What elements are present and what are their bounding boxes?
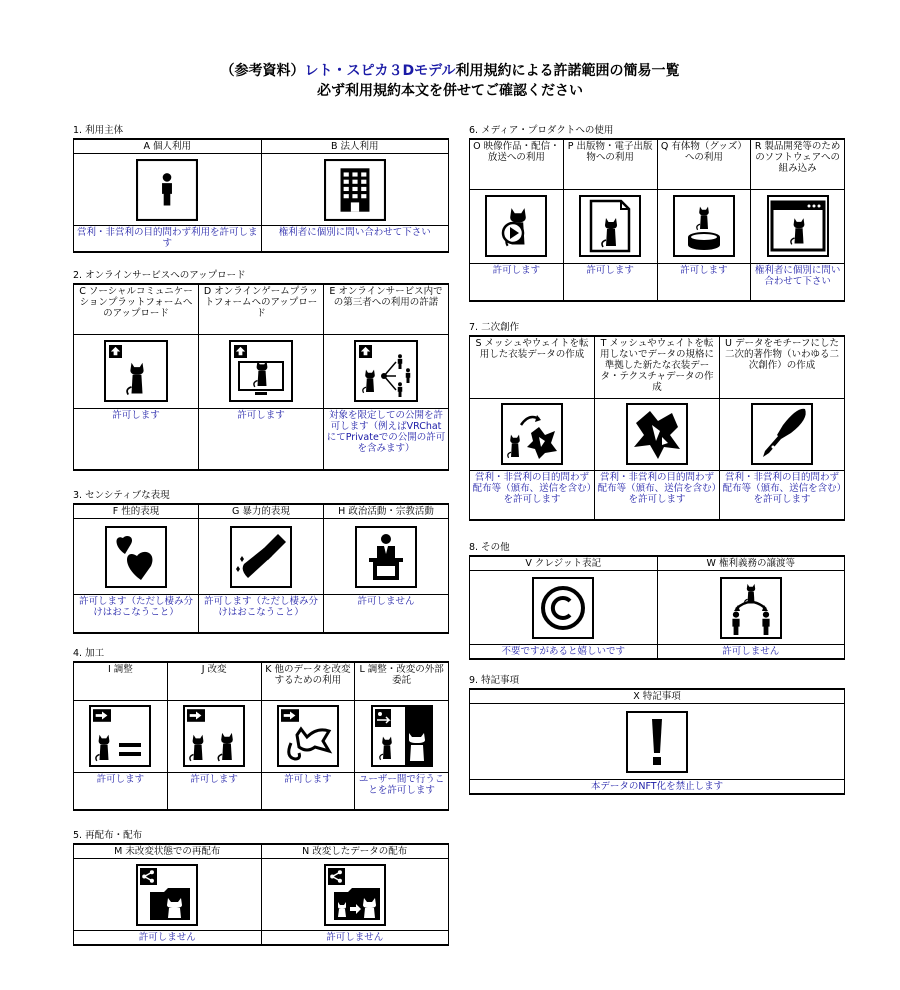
share-third-party-icon: [354, 340, 418, 402]
modify-icon: [183, 705, 245, 767]
section-derivative-works: [469, 322, 845, 521]
cell-f-icon: [74, 519, 199, 595]
figure-goods-icon: [673, 195, 735, 257]
header-j: J 改変: [167, 662, 261, 700]
cell-m-icon: [74, 859, 262, 931]
section-title: 3. センシティブな表現: [73, 490, 170, 501]
footer-q: 許可します: [657, 263, 751, 301]
cell-e-icon: [324, 334, 449, 408]
section-redistribution: [73, 830, 449, 946]
person-icon: [136, 159, 198, 221]
header-f: F 性的表現: [74, 504, 199, 519]
footer-t: 営利・非営利の目的問わず配布等（頒布、送信を含む）を許可します: [595, 470, 720, 520]
section-title: 7. 二次創作: [469, 322, 520, 333]
header-k: K 他のデータを改変するための利用: [261, 662, 355, 700]
cell-o-icon: [470, 189, 564, 263]
header-s: S メッシュやウェイトを転用した衣装データの作成: [470, 336, 595, 398]
section-special-notes: [469, 675, 845, 795]
cell-a-icon: [74, 154, 262, 226]
header-h: H 政治活動・宗教活動: [324, 504, 449, 519]
cell-b-icon: [261, 154, 449, 226]
header-l: L 調整・改変の外部委託: [355, 662, 449, 700]
copyright-icon: [532, 577, 594, 639]
share-folder-icon: [136, 864, 198, 926]
title-model-name: レト・スピカ３Dモデル: [304, 63, 456, 79]
footer-x: 本データのNFT化を禁止します: [470, 780, 845, 795]
footer-v: 不要ですがあると嬉しいです: [470, 645, 658, 660]
footer-a: 営利・非営利の目的問わず利用を許可します: [74, 226, 262, 252]
costume-transfer-icon: [501, 403, 563, 465]
footer-e: 対象を限定しての公開を許可します（例えばVRChatにてPrivateでの公開の許可を含みます）: [324, 408, 449, 470]
cell-r-icon: [751, 189, 845, 263]
cell-u-icon: [720, 398, 845, 470]
header-d: D オンラインゲームプラットフォームへのアップロード: [199, 284, 324, 334]
cell-d-icon: [199, 334, 324, 408]
podium-speaker-icon: [355, 526, 417, 588]
cell-l-icon: [355, 700, 449, 772]
header-p: P 出版物・電子出版物への利用: [563, 139, 657, 189]
cell-q-icon: [657, 189, 751, 263]
title-prefix: （参考資料）: [220, 63, 305, 79]
outsource-icon: [371, 705, 433, 767]
exclamation-icon: [626, 711, 688, 773]
costume-icon: [626, 403, 688, 465]
footer-o: 許可します: [470, 263, 564, 301]
cell-n-icon: [261, 859, 449, 931]
office-building-icon: [324, 159, 386, 221]
footer-s: 営利・非営利の目的問わず配布等（頒布、送信を含む）を許可します: [470, 470, 595, 520]
software-window-icon: [767, 195, 829, 257]
knife-icon: [230, 526, 292, 588]
cell-g-icon: [199, 519, 324, 595]
cell-h-icon: [324, 519, 449, 595]
share-modified-folder-icon: [324, 864, 386, 926]
upload-game-icon: [229, 340, 293, 402]
header-q: Q 有体物（グッズ）への利用: [657, 139, 751, 189]
cell-i-icon: [74, 700, 168, 772]
footer-d: 許可します: [199, 408, 324, 470]
section-title: 9. 特記事項: [469, 675, 520, 686]
header-u: U データをモチーフにした二次的著作物（いわゆる二次創作）の作成: [720, 336, 845, 398]
footer-p: 許可します: [563, 263, 657, 301]
cell-w-icon: [657, 571, 845, 645]
section-title: 1. 利用主体: [73, 125, 124, 136]
header-x: X 特記事項: [470, 689, 845, 704]
header-m: M 未改変状態での再配布: [74, 844, 262, 859]
section-title: 2. オンラインサービスへのアップロード: [73, 270, 246, 281]
footer-r: 権利者に個別に問い合わせて下さい: [751, 263, 845, 301]
cell-x-icon: [470, 704, 845, 780]
footer-c: 許可します: [74, 408, 199, 470]
pen-nib-icon: [751, 403, 813, 465]
header-o: O 映像作品・配信・放送への利用: [470, 139, 564, 189]
header-g: G 暴力的表現: [199, 504, 324, 519]
footer-m: 許可しません: [74, 931, 262, 946]
footer-b: 権利者に個別に問い合わせて下さい: [261, 226, 449, 252]
document-title: [0, 60, 900, 80]
header-r: R 製品開発等のためのソフトウェアへの組み込み: [751, 139, 845, 189]
header-i: I 調整: [74, 662, 168, 700]
header-e: E オンラインサービス内での第三者への利用の許諾: [324, 284, 449, 334]
document-icon: [579, 195, 641, 257]
footer-g: 許可します（ただし棲み分けはおこなうこと）: [199, 595, 324, 633]
footer-f: 許可します（ただし棲み分けはおこなうこと）: [74, 595, 199, 633]
footer-l: ユーザー間で行うことを許可します: [355, 772, 449, 810]
section-title: 8. その他: [469, 542, 510, 553]
section-title: 5. 再配布・配布: [73, 830, 143, 841]
section-title: 4. 加工: [73, 648, 105, 659]
section-other: [469, 542, 845, 660]
footer-h: 許可しません: [324, 595, 449, 633]
footer-i: 許可します: [74, 772, 168, 810]
title-suffix: 利用規約による許諾範囲の簡易一覧: [455, 63, 680, 79]
header-n: N 改変したデータの配布: [261, 844, 449, 859]
section-usage-subject: [73, 125, 449, 253]
header-t: T メッシュやウェイトを転用しないでデータの規格に準拠した新たな衣装データ・テクスチャデータの作成: [595, 336, 720, 398]
header-v: V クレジット表記: [470, 556, 658, 571]
section-title: 6. メディア・プロダクトへの使用: [469, 125, 614, 136]
cell-c-icon: [74, 334, 199, 408]
header-a: A 個人利用: [74, 139, 262, 154]
transfer-rights-icon: [720, 577, 782, 639]
cell-s-icon: [470, 398, 595, 470]
section-sensitive-expression: [73, 490, 449, 634]
cell-v-icon: [470, 571, 658, 645]
footer-j: 許可します: [167, 772, 261, 810]
section-media-products: [469, 125, 845, 302]
cell-k-icon: [261, 700, 355, 772]
upload-avatar-icon: [104, 340, 168, 402]
section-processing: [73, 648, 449, 811]
header-w: W 権利義務の譲渡等: [657, 556, 845, 571]
section-online-upload: [73, 270, 449, 471]
cell-j-icon: [167, 700, 261, 772]
video-play-icon: [485, 195, 547, 257]
footer-w: 許可しません: [657, 645, 845, 660]
cell-t-icon: [595, 398, 720, 470]
footer-u: 営利・非営利の目的問わず配布等（頒布、送信を含む）を許可します: [720, 470, 845, 520]
hearts-icon: [105, 526, 167, 588]
cell-p-icon: [563, 189, 657, 263]
header-c: C ソーシャルコミュニケーションプラットフォームへのアップロード: [74, 284, 199, 334]
footer-n: 許可しません: [261, 931, 449, 946]
document-subtitle: 必ず利用規約本文を併せてご確認ください: [317, 83, 583, 99]
adjust-icon: [89, 705, 151, 767]
footer-k: 許可します: [261, 772, 355, 810]
convert-data-icon: [277, 705, 339, 767]
header-b: B 法人利用: [261, 139, 449, 154]
